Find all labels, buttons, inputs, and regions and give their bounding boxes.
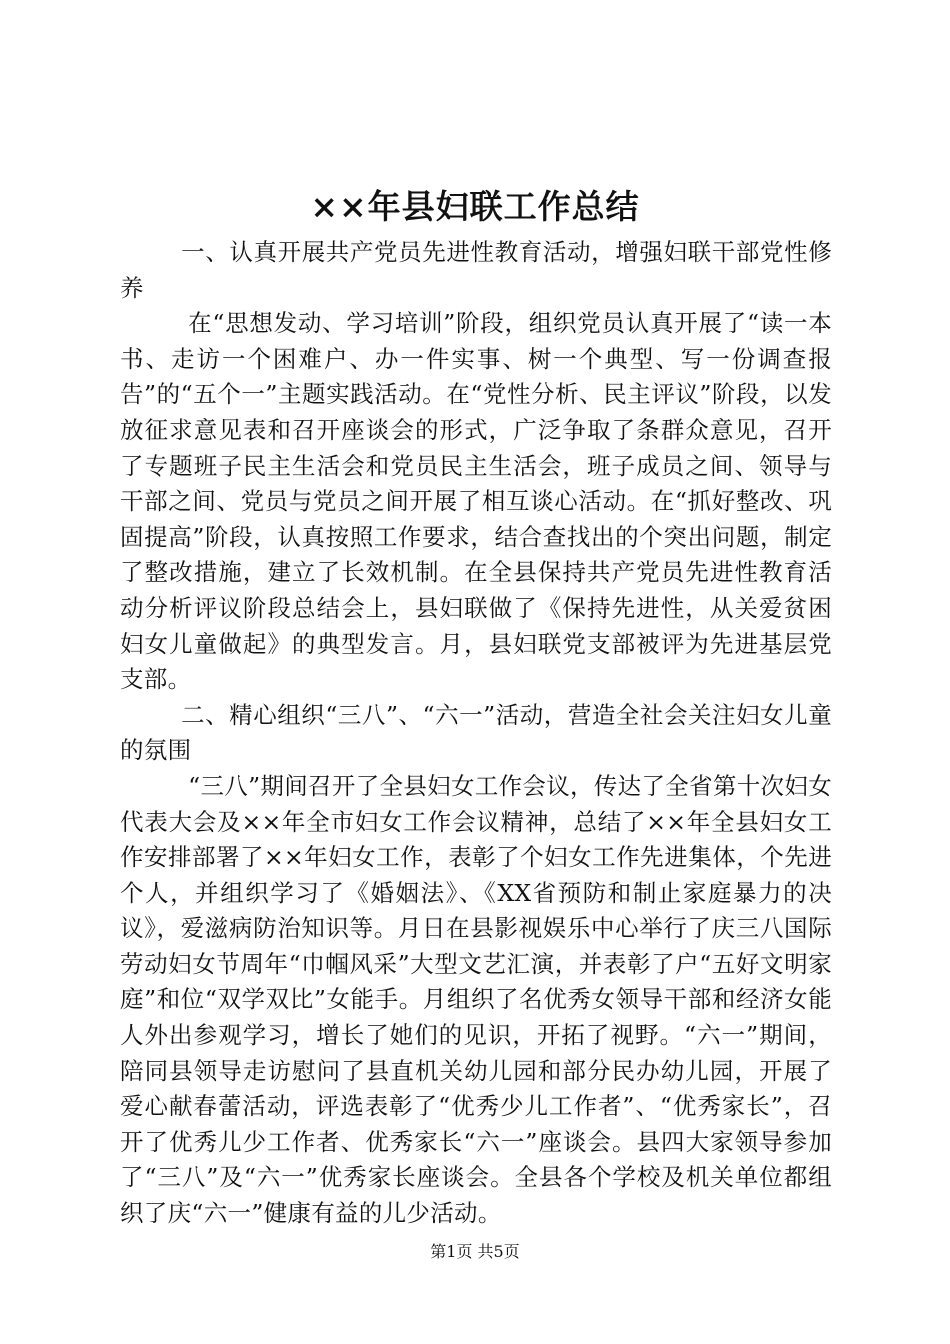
section-2-paragraph: “三八”期间召开了全县妇女工作会议，传达了全省第十次妇女代表大会及××年全市妇女工作会议精神，总结了××年全县妇女工作安排部署了××年妇女工作，表彰了个妇女工作先进集体，个先进个人，并组织学习了《婚姻法》、《XX省预防和制止家庭暴力的决议》，爱滋病防治知识等。月日在县影视娱乐中心举行了庆三八国际劳动妇女节周年“巾帼风采”大型文艺汇演，并表彰了户“五好文明家庭”和位“双学双比”女能手。月组织了名优秀女领导干部和经济女能人外出参观学习，增长了她们的见识，开拓了视野。“六一”期间，陪同县领导走访慰问了县直机关幼儿园和部分民办幼儿园，开展了爱心献春蕾活动，评选表彰了“优秀少儿工作者”、“优秀家长”，召开了优秀儿少工作者、优秀家长“六一”座谈会。县四大家领导参加了“三八”及“六一”优秀家长座谈会。全县各个学校及机关单位都组织了庆“六一”健康有益的儿少活动。: [120, 771, 832, 1228]
page-number-footer: 第1页 共5页: [430, 1242, 520, 1261]
document-body: [120, 235, 832, 1232]
section-1-paragraph: 在“思想发动、学习培训”阶段，组织党员认真开展了“读一本书、走访一个困难户、办一件实事、树一个典型、写一份调查报告”的“五个一”主题实践活动。在“党性分析、民主评议”阶段，以发放征求意见表和召开座谈会的形式，广泛争取了条群众意见，召开了专题班子民主生活会和党员民主生活会，班子成员之间、领导与干部之间、党员与党员之间开展了相互谈心活动。在“抓好整改、巩固提高”阶段，认真按照工作要求，结合查找出的个突出问题，制定了整改措施，建立了长效机制。在全县保持共产党员先进性教育活动分析评议阶段总结会上，县妇联做了《保持先进性，从关爱贫困妇女儿童做起》的典型发言。月，县妇联党支部被评为先进基层党支部。: [120, 309, 832, 694]
section-1-heading: 一、认真开展共产党员先进性教育活动，增强妇联干部党性修养: [120, 238, 832, 302]
document-title: ××年县妇联工作总结: [310, 187, 640, 226]
section-2-heading: 二、精心组织“三八”、“六一”活动，营造全社会关注妇女儿童的氛围: [120, 700, 832, 765]
